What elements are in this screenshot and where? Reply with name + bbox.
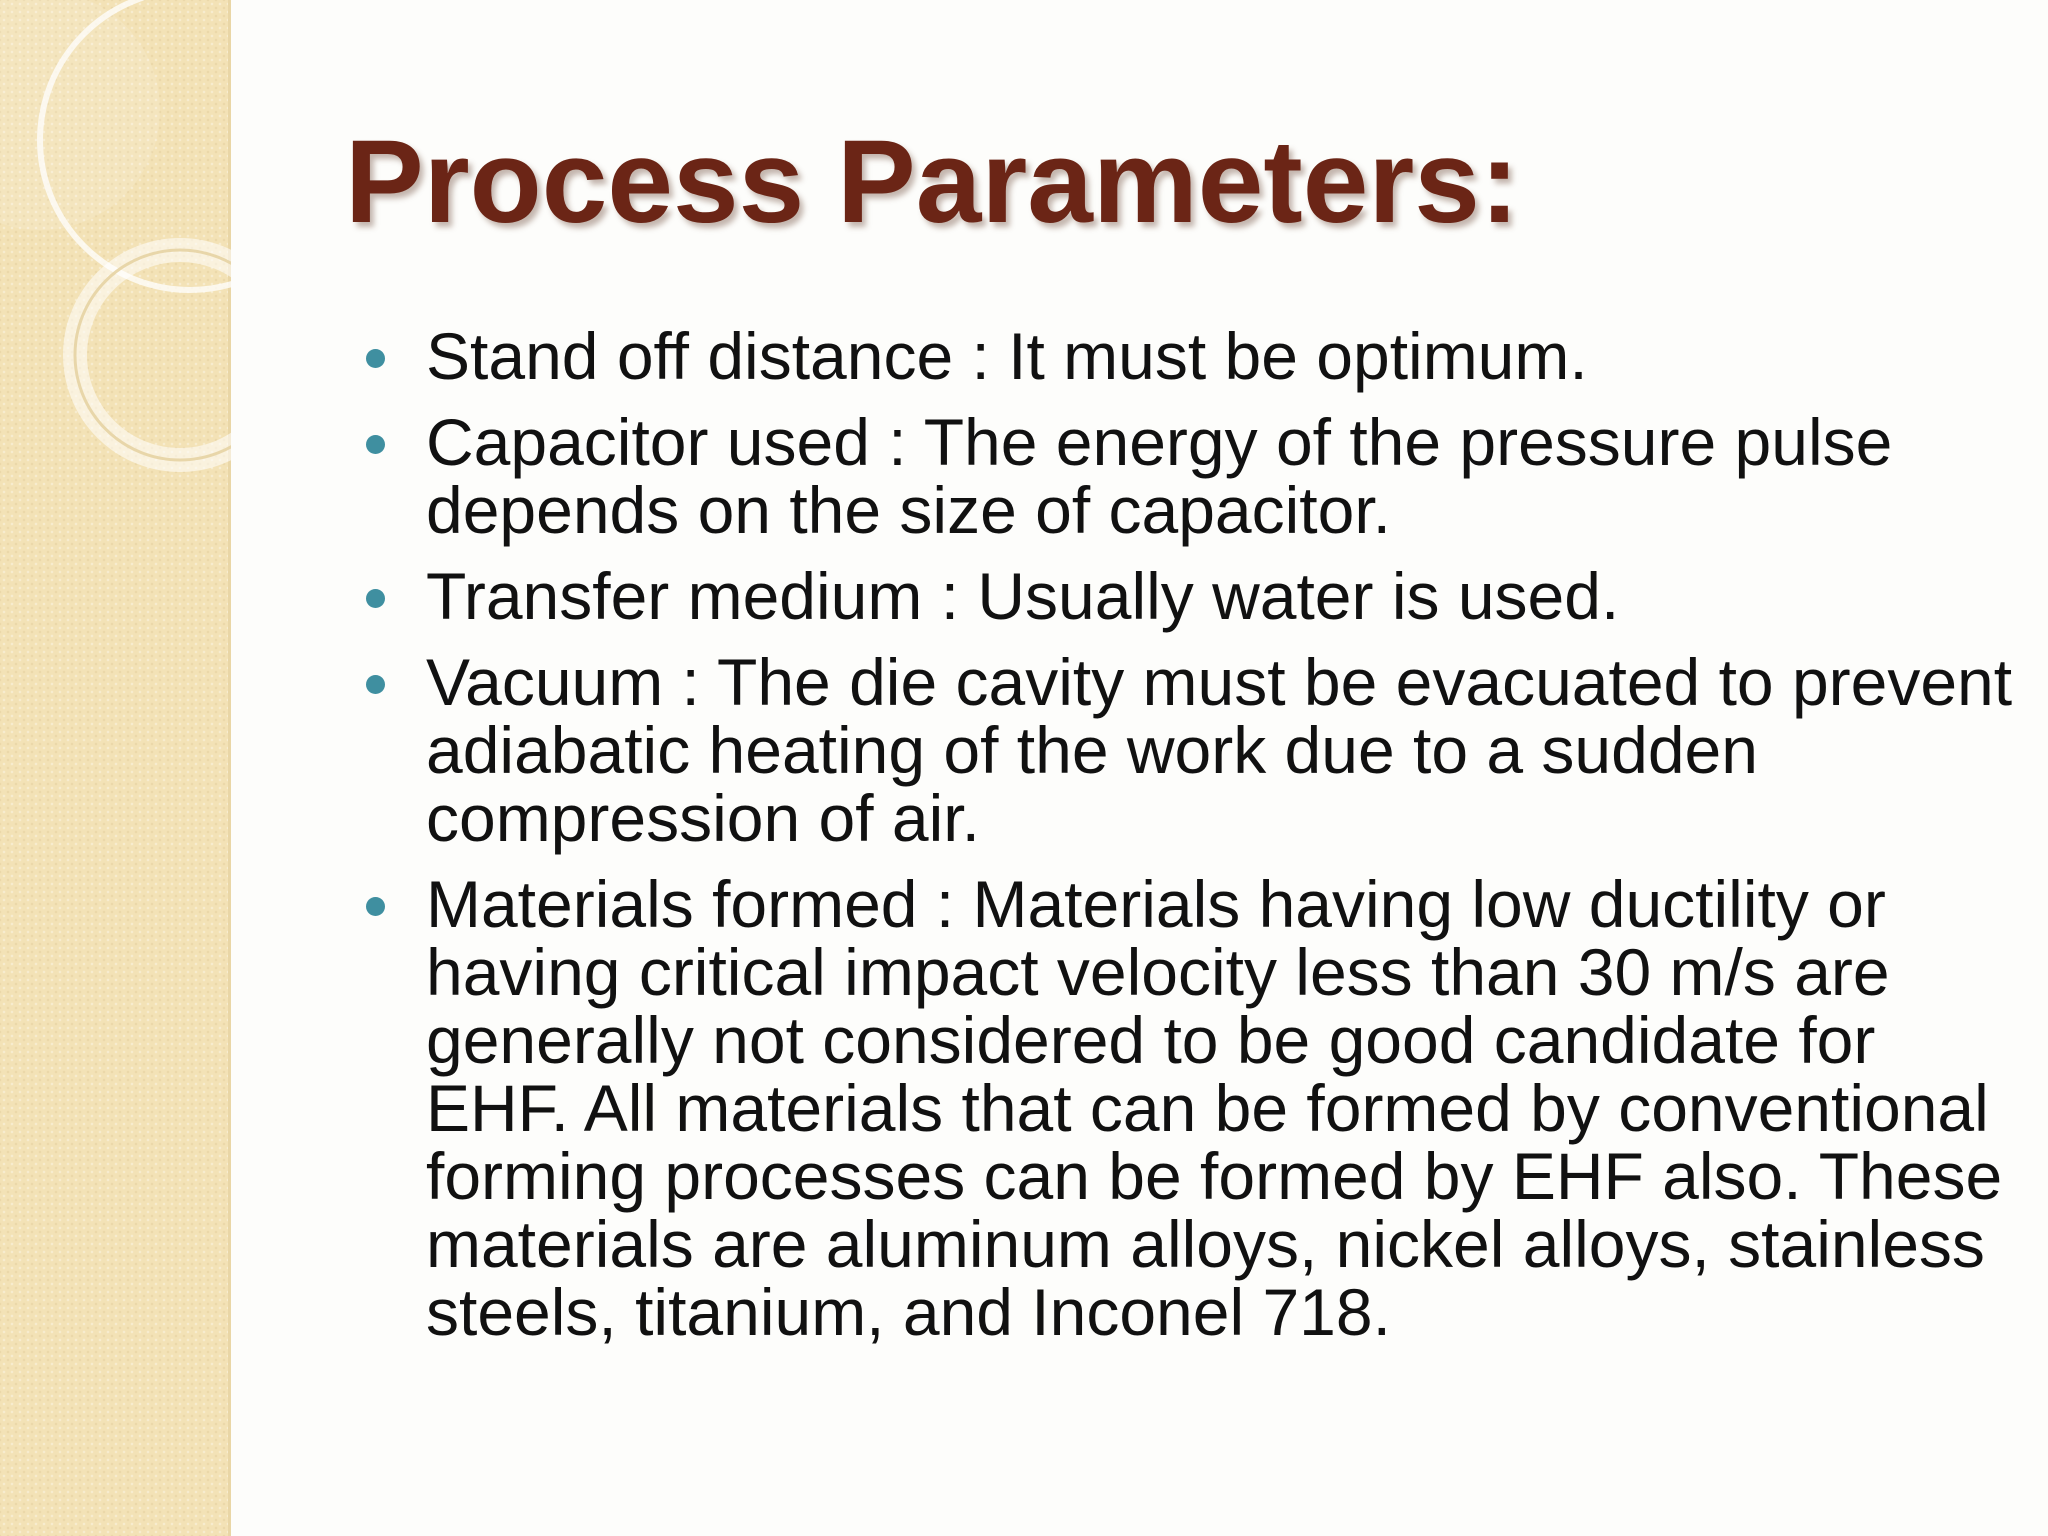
- decorative-ring: [75, 250, 231, 460]
- bullet-dot-icon: [366, 349, 385, 368]
- bullet-text: Materials formed : Materials having low ductility or having critical impact velocity less than 30 m/s are generally not considered to be good candidate for EHF. All materials that can be formed by conventional forming processes can be formed by EHF also. These materials are aluminum alloys, nickel alloys, stainless steels, titanium, and Inconel 718.: [426, 867, 2003, 1349]
- bullet-dot-icon: [366, 897, 385, 916]
- bullet-text: Stand off distance : It must be optimum.: [426, 319, 1588, 393]
- slide-title: Process Parameters:: [345, 116, 1520, 248]
- bullet-text: Transfer medium : Usually water is used.: [426, 559, 1620, 633]
- bullet-dot-icon: [366, 675, 385, 694]
- bullet-text: Vacuum : The die cavity must be evacuated to prevent adiabatic heating of the work due to a sudden compression of air.: [426, 645, 2013, 855]
- bullet-item: [360, 319, 2020, 393]
- bullet-dot-icon: [366, 589, 385, 608]
- bullet-item: [360, 559, 2020, 633]
- bullet-item: [360, 405, 2020, 547]
- bullet-list: [360, 319, 2020, 1364]
- bullet-text: Capacitor used : The energy of the pressure pulse depends on the size of capacitor.: [426, 405, 1893, 547]
- decorative-side-band: [0, 0, 231, 1536]
- decorative-rings-graphic: [0, 0, 231, 1536]
- bullet-item: [360, 867, 2020, 1349]
- bullet-item: [360, 645, 2020, 855]
- bullet-dot-icon: [366, 435, 385, 454]
- decorative-circle: [0, 0, 160, 230]
